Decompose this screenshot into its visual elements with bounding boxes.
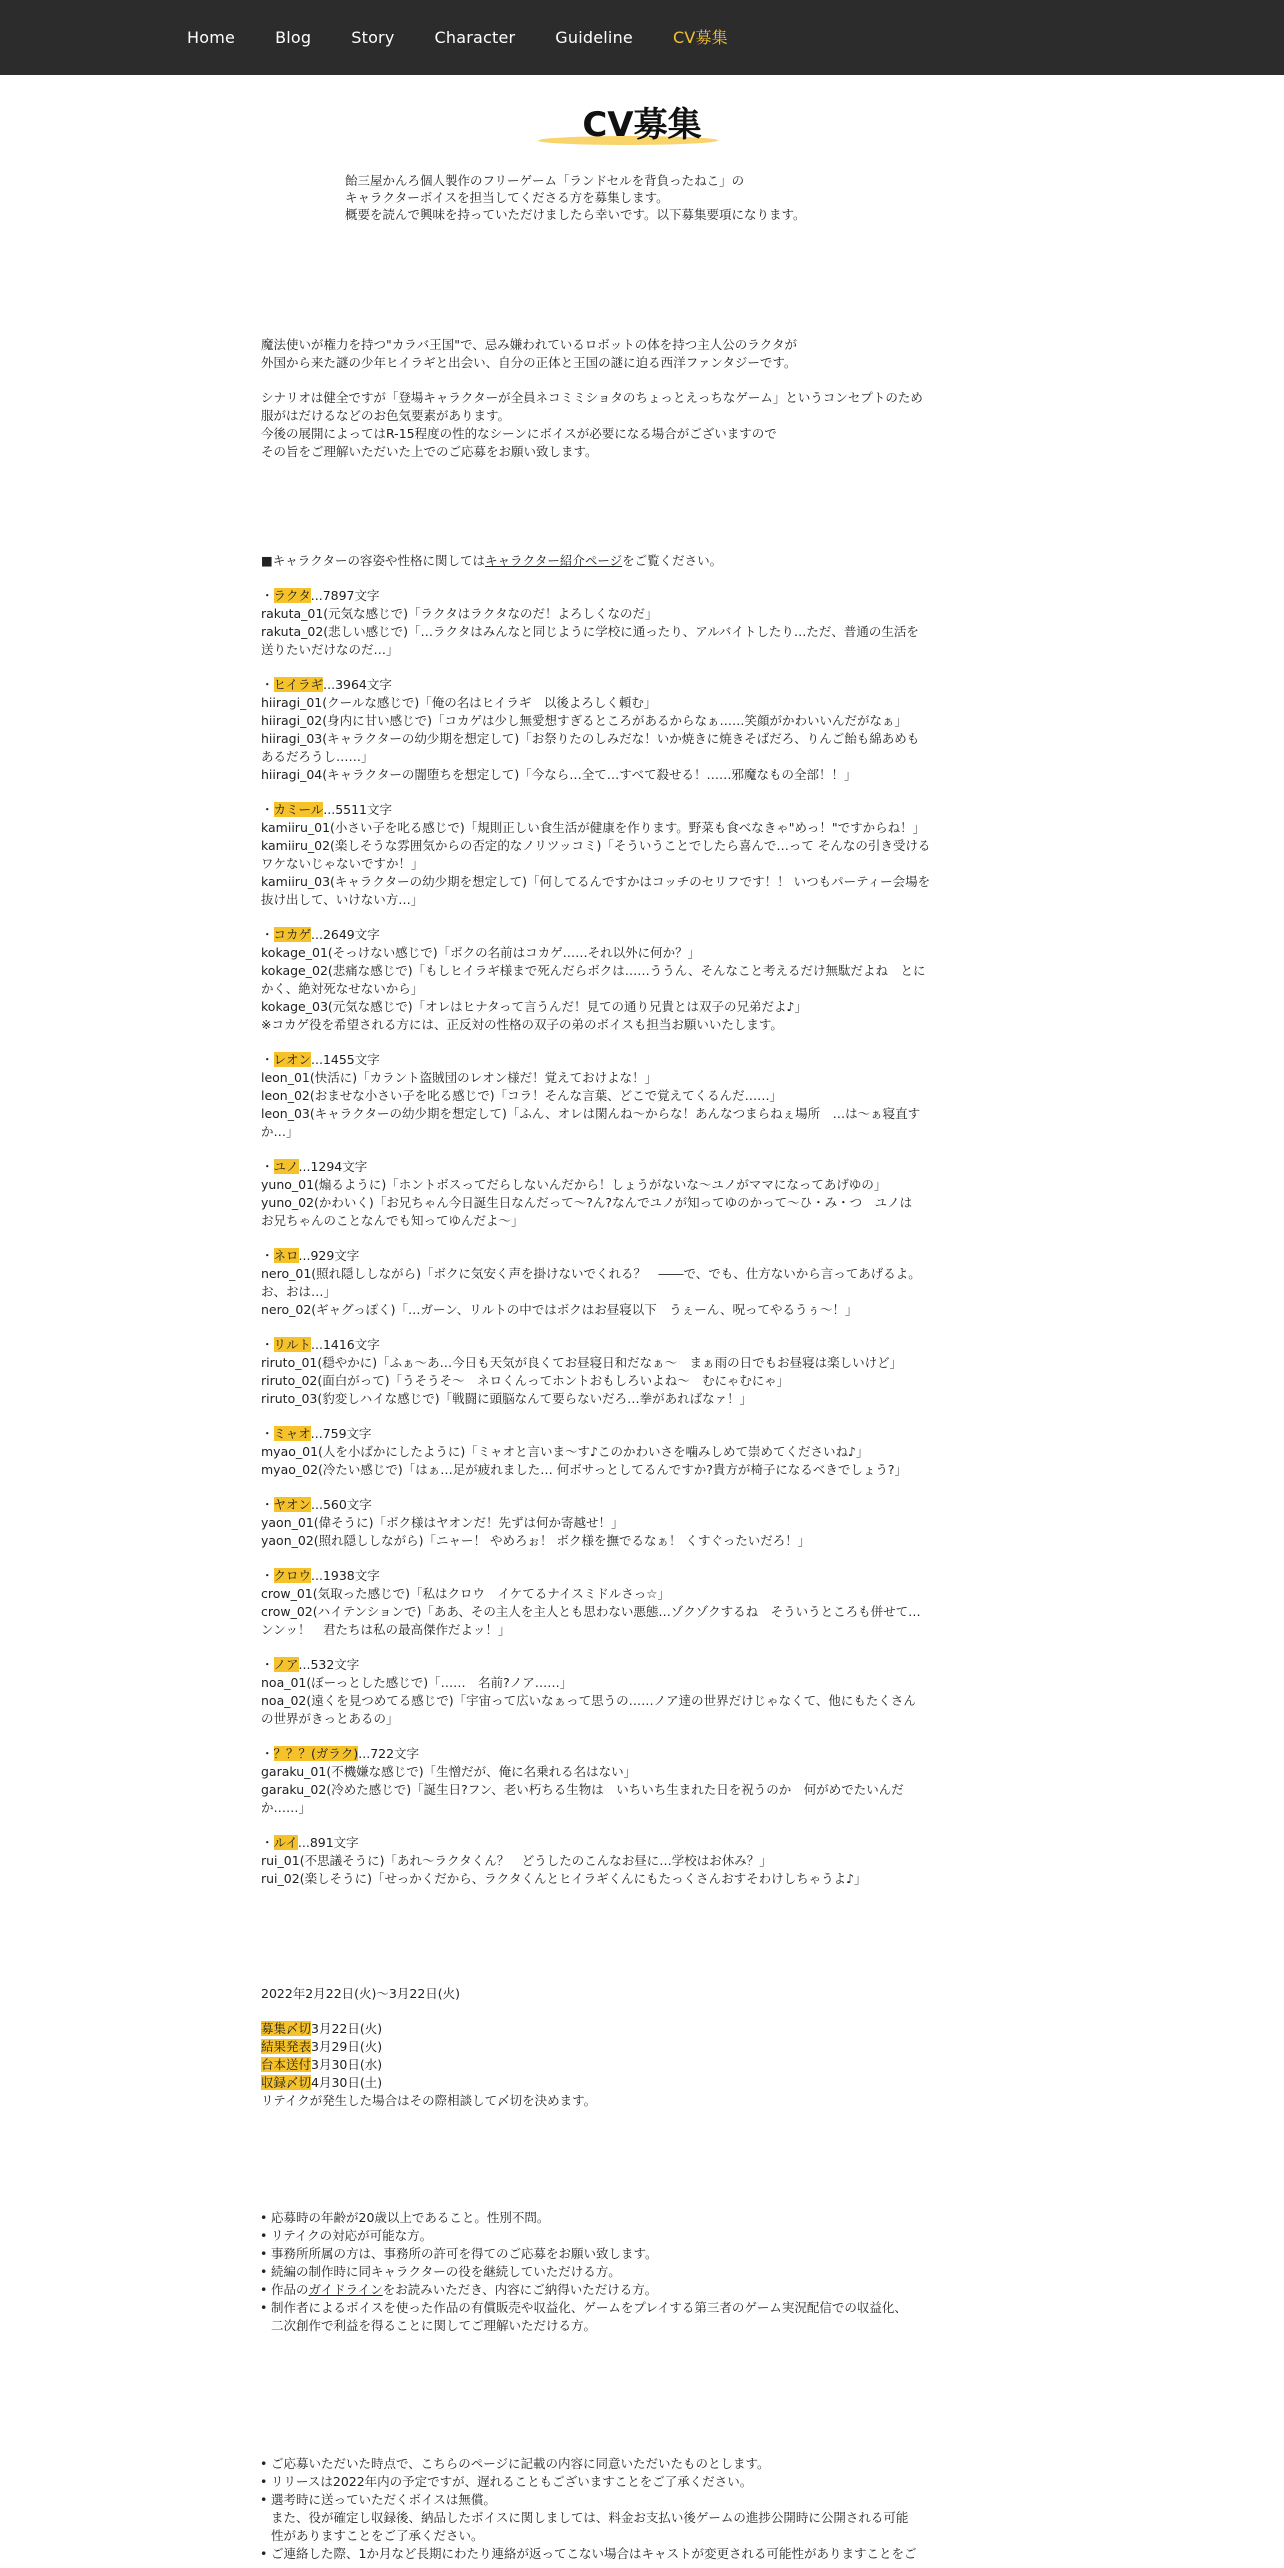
character-name: ？？？(ガラク) [273,1746,359,1761]
top-nav [0,0,1284,75]
character-name: レオン [273,1052,312,1067]
story-line: 今後の展開によってはR-15程度の性的なシーンにボイスが必要になる場合がございますので [261,426,777,441]
character-sample-line: rui_02(楽しそうに)「せっかくだから、ラクタくんとヒイラギくんにもたっくさんおすそわけしちゃうよ♪」 [261,1871,867,1886]
schedule-section [261,1985,961,2110]
schedule-date: 4月30日(土) [311,2075,383,2090]
character-char-count: ...532文字 [298,1657,360,1672]
character-sample-line: yuno_02(かわいく)「お兄ちゃん今日誕生日なんだって〜?ん?なんでユノが知ってゆのかって〜ひ・み・つ ユノは [261,1195,913,1210]
character-sample-line: お、おは…」 [261,1284,337,1299]
nav-cv-recruit[interactable]: CV募集 [672,27,728,47]
character-char-count: ...929文字 [298,1248,360,1263]
character-sample-line: myao_02(冷たい感じで)「はぁ…足が疲れました… 何ボサっとしてるんですか?貴方が椅子になるべきでしょう?」 [261,1462,908,1477]
character-heading [261,1834,961,1852]
character-heading [261,1425,961,1443]
bullet-dot: ・ [261,1248,274,1263]
requirement-item: • 続編の制作時に同キャラクターの役を継続していただける方。 [261,2263,961,2281]
character-heading [261,676,961,694]
character-name: ラクタ [273,588,311,603]
nav-guideline[interactable]: Guideline [555,27,633,47]
character-sample-line: riruto_02(面白がって)「うそうそ〜 ネロくんってホントおもしろいよね〜 むにゃむにゃ」 [261,1373,790,1388]
nav-character[interactable]: Character [434,27,516,47]
character-heading [261,801,961,819]
notes-section [261,2455,961,2563]
schedule-label: 募集〆切 [261,2021,312,2036]
bullet-dot: ・ [261,1746,274,1761]
characters-intro-suffix: をご覧ください。 [622,553,723,568]
character-sample-line: noa_02(遠くを見つめてる感じで)「宇宙って広いなぁって思うの……ノア達の世界だけじゃなくて、他にもたくさん [261,1693,916,1708]
guideline-link[interactable]: ガイドライン [308,2282,383,2297]
nav-story[interactable]: Story [351,27,395,47]
character-name: ヒイラギ [273,677,324,692]
character-sample-line: crow_02(ハイテンションで)「ああ、その主人を主人とも思わない悪態…ゾクゾクするね そういうところも併せて… [261,1604,921,1619]
character-char-count: ...759文字 [310,1426,372,1441]
character-heading [261,1336,961,1354]
character-char-count: ...5511文字 [323,802,393,817]
story-line: その旨をご理解いただいた上でのご応募をお願い致します。 [261,444,598,459]
character-heading [261,1158,961,1176]
intro-text [345,172,945,223]
character-sample-line: nero_01(照れ隠ししながら)「ボクに気安く声を掛けないでくれる？ ――で、でも、仕方ないから言ってあげるよ。 [261,1266,921,1281]
character-sample-line: myao_01(人を小ばかにしたように)「ミャオと言いま〜す♪このかわいさを噛みしめて崇めてくださいね♪」 [261,1444,869,1459]
requirement-line: 二次創作で利益を得ることに関してご理解いただける方。 [271,2318,597,2333]
character-heading [261,1496,961,1514]
bullet-dot: ・ [261,1497,274,1512]
character-name: コカゲ [273,927,312,942]
character-sample-line: leon_03(キャラクターの幼少期を想定して)「ふん、オレは閑んね〜からな！あんなつまらねぇ場所 …は〜ぁ寝直す [261,1106,921,1121]
requirement-item [261,2281,961,2299]
character-char-count: ...7897文字 [310,588,380,603]
characters-intro-prefix: ■キャラクターの容姿や性格に関しては [261,553,486,568]
character-sample-line: kokage_03(元気な感じで)「オレはヒナタって言うんだ！見ての通り兄貴とは双子の兄弟だよ♪」 [261,999,808,1014]
character-page-link[interactable]: キャラクター紹介ページ [485,553,623,568]
requirement-line: • 制作者によるボイスを使った作品の有償販売や収益化、ゲームをプレイする第三者のゲーム実況配信での収益化、 [271,2300,907,2315]
character-char-count: ...1416文字 [311,1337,380,1352]
schedule-note: リテイクが発生した場合はその際相談して〆切を決めます。 [261,2093,597,2108]
character-name: ネロ [273,1248,299,1263]
character-name: ユノ [273,1159,299,1174]
characters-intro [261,552,961,570]
character-name: リルト [273,1337,312,1352]
character-sample-line: か…」 [261,1124,299,1139]
bullet-dot: ・ [261,927,274,942]
story-line: 外国から来た謎の少年ヒイラギと出会い、自分の正体と王国の謎に迫る西洋ファンタジーです。 [261,355,797,370]
character-name: カミール [273,802,324,817]
character-sample-line: kokage_02(悲痛な感じで)「もしヒイラギ様まで死んだらボクは……ううん、そんなこと考えるだけ無駄だよね とに [261,963,926,978]
character-char-count: ...1294文字 [298,1159,368,1174]
requirements-section [261,2209,961,2335]
note-line: • 選考時に送っていただくボイスは無償。 [271,2492,496,2507]
character-sample-line: yuno_01(煽るように)「ホントボスってだらしないんだから！しょうがないな〜ユノがママになってあげゆの」 [261,1177,887,1192]
character-sample-line: noa_01(ぼーっとした感じで)「…… 名前?ノア……」 [261,1675,573,1690]
bullet-dot: ・ [261,1426,274,1441]
character-heading [261,1745,961,1763]
character-heading [261,926,961,944]
character-heading [261,587,961,605]
character-sample-line: か……」 [261,1800,312,1815]
note-item: • ご応募いただいた時点で、こちらのページに記載の内容に同意いただいたものとします。 [261,2455,961,2473]
character-sample-line: leon_01(快活に)「カラント盗賊団のレオン様だ！覚えておけよな！」 [261,1070,658,1085]
character-sample-line: rakuta_02(悲しい感じで)「…ラクタはみんなと同じように学校に通ったり、アルバイトしたり…ただ、普通の生活を [261,624,919,639]
requirement-item [261,2299,961,2335]
schedule-item [261,2038,961,2056]
bullet-dot: ・ [261,802,274,817]
bullet-dot: ・ [261,588,274,603]
character-sample-line: かく、絶対死なせないから」 [261,981,424,996]
bullet-dot: ・ [261,1657,274,1672]
character-sample-line: garaku_02(冷めた感じで)「誕生日?フン、老い朽ちる生物は いちいち生まれた日を祝うのか 何がめでたいんだ [261,1782,904,1797]
character-sample-line: crow_01(気取った感じで)「私はクロウ イケてるナイスミドルさっ☆」 [261,1586,670,1601]
character-char-count: ...3964文字 [323,677,392,692]
story-line: シナリオは健全ですが「登場キャラクターが全員ネコミミショタのちょっとえっちなゲーム」というコンセプトのため [261,390,923,405]
bullet-dot: ・ [261,677,274,692]
schedule-date: 3月22日(火) [311,2021,383,2036]
note-item: • リリースは2022年内の予定ですが、遅れることもございますことをご了承ください。 [261,2473,961,2491]
requirement-item: • 応募時の年齢が20歳以上であること。性別不問。 [261,2209,961,2227]
character-sample-line: leon_02(おませな小さい子を叱る感じで)「コラ！そんな言葉、どこで覚えてくるんだ……」 [261,1088,783,1103]
character-sample-line: kamiiru_02(楽しそうな雰囲気からの否定的なノリツッコミ)「そういうことでしたら喜んで…って そんなの引き受ける [261,838,931,853]
intro-line: 概要を読んで興味を持っていただけましたら幸いです。以下募集要項になります。 [345,207,806,222]
character-heading [261,1051,961,1069]
character-sample-line: 抜け出して、いけない方…」 [261,892,424,907]
intro-line: キャラクターボイスを担当してくださる方を募集します。 [345,190,669,205]
character-sample-line: hiiragi_02(身内に甘い感じで)「コカゲは少し無愛想すぎるところがあるからなぁ……笑顔がかわいいんだがなぁ」 [261,713,907,728]
nav-blog[interactable]: Blog [275,27,312,47]
note-line: 性がありますことをご了承ください。 [271,2528,484,2543]
story-line: 魔法使いが権力を持つ"カラバ王国"で、忌み嫌われているロボットの体を持つ主人公のラクタが [261,337,798,352]
note-item [261,2491,961,2545]
bullet-dot: ・ [261,1159,274,1174]
character-name: ヤオン [273,1497,312,1512]
character-name: ミャオ [273,1426,311,1441]
character-heading [261,1656,961,1674]
character-sample-line: kokage_01(そっけない感じで)「ボクの名前はコカゲ……それ以外に何か？」 [261,945,701,960]
intro-line: 飴三屋かんろ個人製作のフリーゲーム「ランドセルを背負ったねこ」の [345,173,745,188]
character-char-count: ...722文字 [358,1746,420,1761]
story-line: 服がはだけるなどのお色気要素があります。 [261,408,511,423]
character-sample-line: の世界がきっとあるの」 [261,1711,399,1726]
character-sample-line: 送りたいだけなのだ…」 [261,642,399,657]
character-name: クロウ [273,1568,312,1583]
story-section [261,336,961,461]
character-char-count: ...1455文字 [311,1052,380,1067]
schedule-label: 台本送付 [261,2057,312,2072]
character-sample-line: rui_01(不思議そうに)「あれ〜ラクタくん？ どうしたのこんなお昼に…学校はお休み？」 [261,1853,772,1868]
character-sample-line: hiiragi_01(クールな感じで)「俺の名はヒイラギ 以後よろしく頼む」 [261,695,657,710]
character-sample-line: あるだろうし……」 [261,749,374,764]
character-sample-line: garaku_01(不機嫌な感じで)「生憎だが、俺に名乗れる名はない」 [261,1764,637,1779]
character-sample-line: ンンッ！ 君たちは私の最高傑作だよッ！」 [261,1622,511,1637]
bullet-dot: ・ [261,1052,274,1067]
note-item: • ご連絡した際、1か月など長期にわたり連絡が返ってこない場合はキャストが変更される可能性がありますことをご [261,2545,961,2563]
bullet-dot: ・ [261,1568,274,1583]
characters-section [261,552,961,1888]
character-sample-line: nero_02(ギャグっぽく)「…ガーン、リルトの中ではボクはお昼寝以下 うぇーん、呪ってやるうぅ〜！」 [261,1302,858,1317]
schedule-item [261,2074,961,2092]
schedule-item [261,2056,961,2074]
schedule-item [261,2020,961,2038]
character-heading [261,1247,961,1265]
character-heading [261,1567,961,1585]
character-sample-line: yaon_02(照れ隠ししながら)「ニャー！ やめろぉ！ ボク様を撫でるなぁ！ くすぐったいだろ！」 [261,1533,811,1548]
requirement-item: • 事務所所属の方は、事務所の許可を得てのご応募をお願い致します。 [261,2245,961,2263]
character-char-count: ...1938文字 [311,1568,380,1583]
schedule-date: 3月29日(火) [311,2039,383,2054]
character-sample-line: hiiragi_03(キャラクターの幼少期を想定して)「お祭りたのしみだな！いか焼きに焼きそばだろ、りんご飴も綿あめも [261,731,920,746]
note-line: また、役が確定し収録後、納品したボイスに関しましては、料金お支払い後ゲームの進捗公開時に公開される可能 [271,2510,909,2525]
character-sample-line: お兄ちゃんのことなんでも知ってゆんだよ〜」 [261,1213,524,1228]
character-sample-line: ※コカゲ役を希望される方には、正反対の性格の双子の弟のボイスも担当お願いいたします。 [261,1017,783,1032]
nav-home[interactable]: Home [187,27,236,47]
requirement-prefix: 作品の [271,2282,309,2297]
character-name: ルイ [273,1835,298,1850]
bullet-dot: ・ [261,1835,274,1850]
bullet-dot: ・ [261,1337,274,1352]
schedule-period: 2022年2月22日(火)〜3月22日(火) [261,1986,461,2001]
schedule-label: 結果発表 [261,2039,312,2054]
page-title: CV募集 [582,105,702,145]
character-name: ノア [273,1657,299,1672]
requirement-suffix: をお読みいただき、内容にご納得いただける方。 [382,2282,658,2297]
character-sample-line: ワケないじゃないですか！」 [261,856,424,871]
character-sample-line: kamiiru_01(小さい子を叱る感じで)「規則正しい食生活が健康を作ります。野菜も食べなきゃ"めっ！"ですからね！」 [261,820,926,835]
character-sample-line: kamiiru_03(キャラクターの幼少期を想定して)「何してるんですかはコッチのセリフです！！ いつもパーティー会場を [261,874,931,889]
character-char-count: ...891文字 [297,1835,359,1850]
character-sample-line: riruto_01(穏やかに)「ふぁ〜あ…今日も天気が良くてお昼寝日和だなぁ〜 まぁ雨の日でもお昼寝は楽しいけど」 [261,1355,903,1370]
requirement-item: • リテイクの対応が可能な方。 [261,2227,961,2245]
character-sample-line: riruto_03(豹変しハイな感じで)「戦闘に頭脳なんて要らないだろ…拳があればなァ！」 [261,1391,753,1406]
character-sample-line: hiiragi_04(キャラクターの闇堕ちを想定して)「今なら…全て…すべて殺せる！……邪魔なもの全部！！」 [261,767,857,782]
character-char-count: ...560文字 [311,1497,372,1512]
schedule-date: 3月30日(水) [311,2057,383,2072]
schedule-label: 収録〆切 [261,2075,312,2090]
character-sample-line: rakuta_01(元気な感じで)「ラクタはラクタなのだ！よろしくなのだ」 [261,606,658,621]
character-sample-line: yaon_01(偉そうに)「ボク様はヤオンだ！先ずは何か寄越せ！」 [261,1515,624,1530]
character-char-count: ...2649文字 [311,927,380,942]
